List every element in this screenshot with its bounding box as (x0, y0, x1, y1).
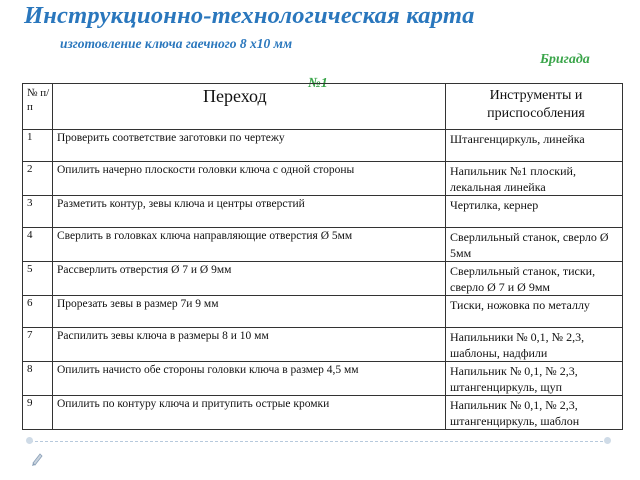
divider-dot-left (26, 437, 33, 444)
row-num: 3 (23, 196, 53, 228)
slide-divider (30, 441, 608, 442)
table-row (23, 196, 623, 228)
row-step: Сверлить в головках ключа направляющие отверстия Ø 5мм (53, 228, 446, 262)
row-step: Проверить соответствие заготовки по чертежу (53, 130, 446, 162)
row-tools: Чертилка, кернер (446, 196, 623, 228)
row-tools: Штангенциркуль, линейка (446, 130, 623, 162)
row-num: 2 (23, 162, 53, 196)
row-step: Рассверлить отверстия Ø 7 и Ø 9мм (53, 262, 446, 296)
header-tools: Инструменты и приспособления (446, 84, 623, 130)
table-row (23, 262, 623, 296)
pencil-icon[interactable] (30, 452, 44, 466)
row-tools: Тиски, ножовка по металлу (446, 296, 623, 328)
row-tools: Напильник № 0,1, № 2,3, штангенциркуль, щуп (446, 362, 623, 396)
row-step: Прорезать зевы в размер 7и 9 мм (53, 296, 446, 328)
table-header-row (23, 84, 623, 130)
table-row (23, 296, 623, 328)
divider-dot-right (604, 437, 611, 444)
row-num: 5 (23, 262, 53, 296)
row-step: Опилить начисто обе стороны головки ключа в размер 4,5 мм (53, 362, 446, 396)
row-tools: Сверлильный станок, тиски, сверло Ø 7 и Ø 9мм (446, 262, 623, 296)
row-step: Разметить контур, зевы ключа и центры отверстий (53, 196, 446, 228)
header-num: № п/п (23, 84, 53, 130)
row-num: 6 (23, 296, 53, 328)
row-step: Опилить по контуру ключа и притупить острые кромки (53, 396, 446, 430)
row-step: Распилить зевы ключа в размеры 8 и 10 мм (53, 328, 446, 362)
row-num: 9 (23, 396, 53, 430)
table-row (23, 328, 623, 362)
row-tools: Сверлильный станок, сверло Ø 5мм (446, 228, 623, 262)
table-row (23, 228, 623, 262)
row-tools: Напильники № 0,1, № 2,3, шаблоны, надфили (446, 328, 623, 362)
row-tools: Напильник №1 плоский, лекальная линейка (446, 162, 623, 196)
table-row (23, 130, 623, 162)
table-row (23, 162, 623, 196)
row-num: 4 (23, 228, 53, 262)
row-tools: Напильник № 0,1, № 2,3, штангенциркуль, шаблон (446, 396, 623, 430)
row-num: 1 (23, 130, 53, 162)
page-title: Инструкционно-технологическая карта (24, 2, 475, 29)
subtitle: изготовление ключа гаечного 8 х10 мм (60, 36, 293, 51)
brigade-label: Бригада (540, 52, 590, 67)
row-num: 8 (23, 362, 53, 396)
team-number: №1 (308, 76, 328, 91)
table-row (23, 362, 623, 396)
row-step: Опилить начерно плоскости головки ключа с одной стороны (53, 162, 446, 196)
table-row (23, 396, 623, 430)
header-step: Переход (53, 84, 446, 130)
row-num: 7 (23, 328, 53, 362)
process-table (22, 83, 623, 430)
